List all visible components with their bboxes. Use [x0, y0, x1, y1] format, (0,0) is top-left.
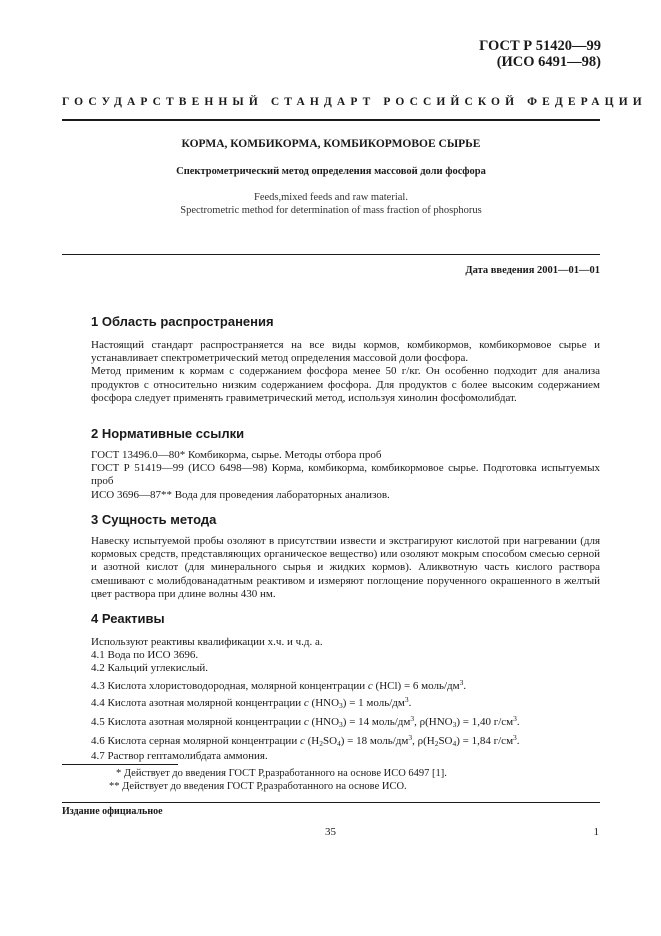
reagents-intro: Используют реактивы квалификации х.ч. и ч.д. а.	[91, 636, 323, 648]
title-divider	[62, 254, 600, 255]
reagent-4-3: 4.3 Кислота хлористоводородная, молярной концентрации c (HCl) = 6 моль/$дм^3$.	[91, 677, 467, 692]
reagent-4-5: 4.5 Кислота азотная молярной концентрации c $(HNO_3) = 14$ моль/$дм^3$, $\rho(HNO_3) = 1,40$ $г/см^3$.	[91, 714, 520, 730]
section-2-body	[91, 449, 600, 502]
footer-divider	[62, 802, 600, 803]
section-4-heading: 4 Реактивы	[91, 611, 165, 626]
section-2-heading: 2 Нормативные ссылки	[91, 426, 245, 441]
section-1-heading: 1 Область распространения	[91, 314, 274, 329]
sheet-number: 1	[593, 826, 599, 838]
section-1-paragraph-1: Настоящий стандарт распространяется на все виды кормов, комбикормов, комбикормовое сырье и устанавливает спектрометрический метод определения массовой доли фосфора.	[91, 339, 600, 365]
reference-item-1: ГОСТ 13496.0—80* Комбикорма, сырье. Методы отбора проб	[91, 449, 382, 461]
official-edition-label: Издание официальное	[62, 806, 163, 817]
reference-item-2: ГОСТ Р 51419—99 (ИСО 6498—98) Корма, комбикорма, комбикормовое сырье. Подготовка испытуемых проб	[91, 462, 600, 488]
section-3-body	[91, 535, 600, 601]
reagent-4-6: 4.6 Кислота серная молярной концентрации c $(H_2SO_4) = 18$ моль/$дм^3$, $\rho(H_2SO_4) = 1,84$ $г/см^3$.	[91, 733, 520, 749]
document-subtitle: Спектрометрический метод определения массовой доли фосфора	[176, 166, 486, 177]
footnote-2: ** Действует до введения ГОСТ Р,разработанного на основе ИСО.	[109, 781, 407, 792]
english-title-line-2: Spectrometric method for determination of mass fraction of phosphorus	[180, 205, 482, 216]
document-code	[479, 38, 601, 70]
header-divider	[62, 119, 600, 121]
footnote-1: * Действует до введения ГОСТ Р,разработанного на основе ИСО 6497 [1].	[116, 768, 447, 779]
iso-number: (ИСО 6491—98)	[496, 54, 601, 70]
english-title	[62, 191, 600, 217]
gost-number: ГОСТ Р 51420—99	[479, 38, 601, 54]
footnote-divider	[62, 764, 178, 765]
section-1-body	[91, 339, 600, 405]
reagent-4-2: 4.2 Кальций углекислый.	[91, 662, 209, 675]
reagent-4-1: 4.1 Вода по ИСО 3696.	[91, 649, 199, 662]
state-standard-title: ГОСУДАРСТВЕННЫЙ СТАНДАРТ РОССИЙСКОЙ ФЕДЕРАЦИИ	[62, 96, 647, 108]
section-4-body	[91, 636, 600, 764]
document-title: КОРМА, КОМБИКОРМА, КОМБИКОРМОВОЕ СЫРЬЕ	[181, 138, 481, 150]
reagent-4-7: 4.7 Раствор гептамолибдата аммония.	[91, 750, 268, 763]
section-3-heading: 3 Сущность метода	[91, 512, 217, 527]
introduction-date: Дата введения 2001—01—01	[465, 265, 600, 276]
reagent-4-4: 4.4 Кислота азотная молярной концентрации c $(HNO_3) = 1$ моль/$дм^3$.	[91, 694, 412, 710]
english-title-line-1: Feeds,mixed feeds and raw material.	[254, 192, 408, 203]
page-number: 35	[325, 826, 336, 838]
reference-item-3: ИСО 3696—87** Вода для проведения лабораторных анализов.	[91, 488, 390, 501]
section-1-paragraph-2: Метод применим к кормам с содержанием фосфора менее 50 г/кг. Он особенно подходит для анализа продуктов с относительно низким содержанием фосфора. Для продуктов с более высоким содержанием фосфора следует применять гравиметрический метод, используя хинолин фосфомолибдат.	[91, 365, 600, 404]
section-3-paragraph-1: Навеску испытуемой пробы озоляют в присутствии извести и экстрагируют кислотой при нагревании (для кормовых средств, представляющих органическое вещество) или озоляют мокрым способом смесью серной и азотной кислот (для минерального сырья и жидких кормов). Аликвотную часть кислого раствора смешивают с молибдованадатным реактивом и измеряют поглощение порученного окрашенного в желтый цвет раствора при длине волны 430 нм.	[91, 535, 600, 600]
